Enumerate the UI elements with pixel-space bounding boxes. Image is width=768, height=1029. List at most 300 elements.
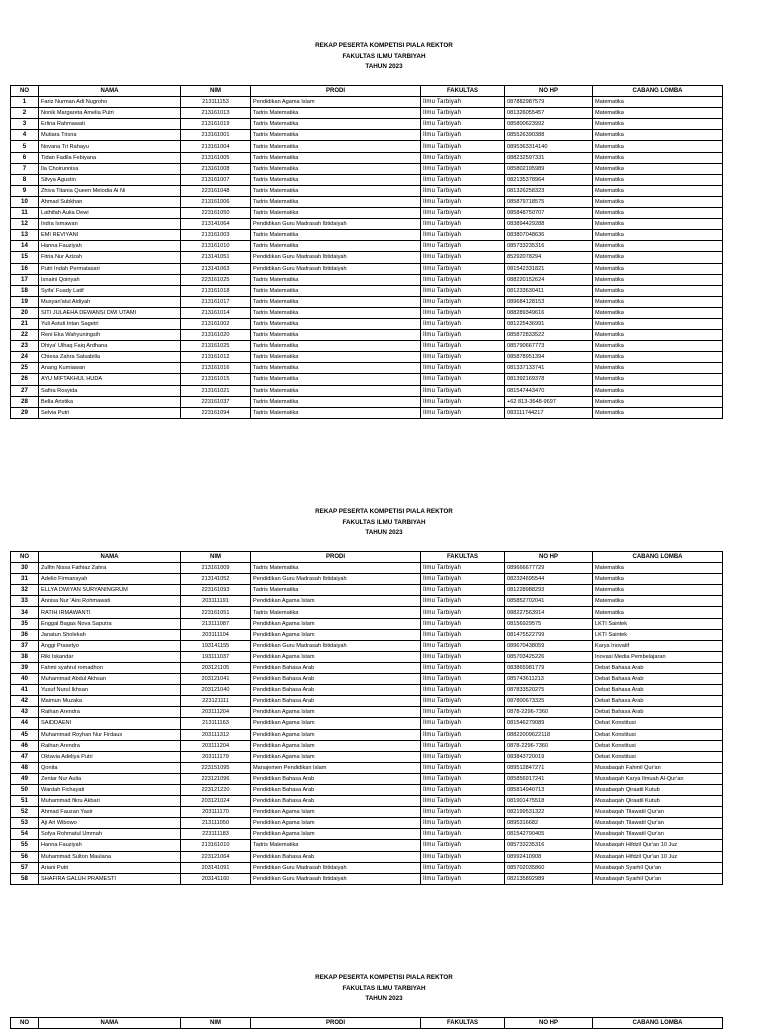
cell-prodi: Tadris Matematika [251, 385, 421, 396]
cell-prodi: Tadris Matematika [251, 130, 421, 141]
header-fakultas: FAKULTAS [421, 86, 505, 97]
cell-nama: Wardah Fichayati [39, 784, 181, 795]
cell-prodi: Tadris Matematika [251, 407, 421, 418]
table-row [11, 108, 723, 119]
cell-nama: Ila Choirunnisa [39, 163, 181, 174]
cell-nim: 223161048 [181, 185, 251, 196]
cell-no-hp: 085852702041 [505, 596, 593, 607]
table-row [11, 740, 723, 751]
title-line-3: TAHUN 2023 [365, 63, 403, 70]
cell-nim: 213161002 [181, 318, 251, 329]
cell-nim: 203121024 [181, 796, 251, 807]
cell-prodi: Pendidikan Bahasa Arab [251, 685, 421, 696]
cell-cabang-lomba: Debat Bahasa Arab [593, 662, 723, 673]
cell-no: 36 [11, 629, 39, 640]
table-row [11, 185, 723, 196]
cell-no-hp: 085872833522 [505, 330, 593, 341]
cell-fakultas: Ilmu Tarbiyah [421, 196, 505, 207]
cell-no: 12 [11, 219, 39, 230]
cell-nim: 213141064 [181, 219, 251, 230]
cell-no: 56 [11, 851, 39, 862]
cell-no: 37 [11, 640, 39, 651]
cell-no-hp: 085856917241 [505, 773, 593, 784]
cell-no-hp: 089512847271 [505, 762, 593, 773]
cell-no: 6 [11, 152, 39, 163]
cell-no: 26 [11, 374, 39, 385]
cell-nim: 213161019 [181, 119, 251, 130]
cell-no-hp: 081542790405 [505, 829, 593, 840]
cell-fakultas: Ilmu Tarbiyah [421, 596, 505, 607]
table-row [11, 862, 723, 873]
cell-cabang-lomba: Inovasi Media Pembelajaran [593, 651, 723, 662]
cell-no: 21 [11, 318, 39, 329]
cell-nama: Mutiara Trisna [39, 130, 181, 141]
cell-nim: 203111204 [181, 740, 251, 751]
participants-table-2 [10, 551, 723, 885]
cell-fakultas: Ilmu Tarbiyah [421, 784, 505, 795]
cell-nama: Hanna Fauziyah [39, 241, 181, 252]
cell-prodi: Pendidikan Guru Madrasah Ibtidaiyah [251, 219, 421, 230]
cell-no: 46 [11, 740, 39, 751]
cell-cabang-lomba: Matematika [593, 163, 723, 174]
cell-nim: 213161003 [181, 230, 251, 241]
cell-nama: Musyari'atul Aidiyah [39, 296, 181, 307]
cell-nim: 213161013 [181, 108, 251, 119]
table-row [11, 141, 723, 152]
cell-no-hp: 083865981779 [505, 662, 593, 673]
cell-cabang-lomba: Matematika [593, 307, 723, 318]
table-row [11, 685, 723, 696]
cell-prodi: Tadris Matematika [251, 363, 421, 374]
cell-nim: 203111179 [181, 751, 251, 762]
cell-cabang-lomba: Matematika [593, 141, 723, 152]
cell-no: 50 [11, 784, 39, 795]
cell-prodi: Pendidikan Agama Islam [251, 818, 421, 829]
table-row [11, 385, 723, 396]
cell-no-hp: 85292078294 [505, 252, 593, 263]
cell-prodi: Pendidikan Agama Islam [251, 618, 421, 629]
cell-prodi: Tadris Matematika [251, 196, 421, 207]
table-header-row [11, 552, 723, 563]
cell-no-hp: 08822009622118 [505, 729, 593, 740]
table-row [11, 651, 723, 662]
cell-no-hp: 085526390388 [505, 130, 593, 141]
header-prodi: PRODI [251, 552, 421, 563]
table-row [11, 729, 723, 740]
cell-nama: Enggal Bagas Nova Saputra [39, 618, 181, 629]
cell-no-hp: 087833520275 [505, 685, 593, 696]
cell-nim: 203111104 [181, 629, 251, 640]
cell-nama: Anang Kurniawan [39, 363, 181, 374]
cell-prodi: Tadris Matematika [251, 352, 421, 363]
cell-nim: 193141155 [181, 640, 251, 651]
cell-no-hp: 085790667773 [505, 341, 593, 352]
cell-cabang-lomba: Matematika [593, 97, 723, 108]
cell-nim: 203111191 [181, 596, 251, 607]
cell-nama: SITI JULAEHA DEWANSI DWI UTAMI [39, 307, 181, 318]
cell-nama: Muhammad Sulton Maulana [39, 851, 181, 862]
cell-no-hp: 083807048636 [505, 230, 593, 241]
cell-nim: 213111163 [181, 718, 251, 729]
cell-prodi: Tadris Matematika [251, 840, 421, 851]
cell-no: 19 [11, 296, 39, 307]
cell-no: 30 [11, 563, 39, 574]
cell-cabang-lomba: Musabaqah Hifdzil Qur'an 10 Juz [593, 851, 723, 862]
table-row [11, 696, 723, 707]
cell-no: 42 [11, 696, 39, 707]
cell-no-hp: 081901475518 [505, 796, 593, 807]
cell-cabang-lomba: Musabaqah Fahmil Qur'an [593, 762, 723, 773]
cell-prodi: Tadris Matematika [251, 185, 421, 196]
cell-nim: 213161012 [181, 352, 251, 363]
cell-nama: Yuli Astuti Intan Sagetri [39, 318, 181, 329]
cell-nama: Annisa Nur 'Aini Rohmawati [39, 596, 181, 607]
table-row [11, 330, 723, 341]
cell-fakultas: Ilmu Tarbiyah [421, 629, 505, 640]
cell-cabang-lomba: Matematika [593, 285, 723, 296]
cell-no: 10 [11, 196, 39, 207]
cell-fakultas: Ilmu Tarbiyah [421, 363, 505, 374]
cell-fakultas: Ilmu Tarbiyah [421, 263, 505, 274]
title-line-2: FAKULTAS ILMU TARBIYAH [342, 52, 426, 60]
cell-nama: Fahmi syahrul romadhon [39, 662, 181, 673]
cell-prodi: Tadris Matematika [251, 285, 421, 296]
cell-no-hp: 083843720019 [505, 751, 593, 762]
cell-nama: Raihan Arendra [39, 707, 181, 718]
title-line-3: TAHUN 2023 [365, 995, 403, 1002]
cell-fakultas: Ilmu Tarbiyah [421, 396, 505, 407]
cell-cabang-lomba: Matematika [593, 330, 723, 341]
cell-fakultas: Ilmu Tarbiyah [421, 585, 505, 596]
cell-prodi: Pendidikan Bahasa Arab [251, 796, 421, 807]
cell-nama: Hanna Fauziyah [39, 840, 181, 851]
cell-no: 49 [11, 773, 39, 784]
cell-fakultas: Ilmu Tarbiyah [421, 119, 505, 130]
cell-cabang-lomba: Musabaqah Hifdzil Qur'an 10 Juz [593, 840, 723, 851]
header-nim: NIM [181, 86, 251, 97]
cell-cabang-lomba: Matematika [593, 185, 723, 196]
cell-no-hp: 08992410908 [505, 851, 593, 862]
cell-no: 9 [11, 185, 39, 196]
cell-nim: 223121096 [181, 773, 251, 784]
header-prodi: PRODI [251, 1018, 421, 1029]
cell-nama: Oktavia Adeliya Putri [39, 751, 181, 762]
header-fakultas: FAKULTAS [421, 552, 505, 563]
cell-no-hp: 085702035860 [505, 862, 593, 873]
cell-fakultas: Ilmu Tarbiyah [421, 274, 505, 285]
cell-no-hp: 082324695544 [505, 574, 593, 585]
cell-cabang-lomba: Matematika [593, 563, 723, 574]
cell-no-hp: 088220152624 [505, 274, 593, 285]
cell-no: 55 [11, 840, 39, 851]
cell-cabang-lomba: Matematika [593, 607, 723, 618]
cell-no-hp: 089684128153 [505, 296, 593, 307]
cell-fakultas: Ilmu Tarbiyah [421, 130, 505, 141]
cell-no-hp: 081326258323 [505, 185, 593, 196]
cell-fakultas: Ilmu Tarbiyah [421, 108, 505, 119]
cell-prodi: Tadris Matematika [251, 152, 421, 163]
cell-fakultas: Ilmu Tarbiyah [421, 252, 505, 263]
cell-cabang-lomba: Matematika [593, 318, 723, 329]
cell-cabang-lomba: Musabaqah Qiraatil Kutub [593, 784, 723, 795]
cell-nama: Muhammad fikru Akbari [39, 796, 181, 807]
cell-fakultas: Ilmu Tarbiyah [421, 751, 505, 762]
cell-nim: 213111153 [181, 97, 251, 108]
participants-table-1 [10, 85, 723, 419]
table-row [11, 585, 723, 596]
cell-no-hp: 0895363314140 [505, 141, 593, 152]
cell-fakultas: Ilmu Tarbiyah [421, 762, 505, 773]
cell-prodi: Tadris Matematika [251, 230, 421, 241]
table-row [11, 674, 723, 685]
table-row [11, 318, 723, 329]
cell-nama: Chiesa Zahra Salsabilla [39, 352, 181, 363]
cell-no: 14 [11, 241, 39, 252]
table-row [11, 873, 723, 884]
cell-cabang-lomba: Matematika [593, 108, 723, 119]
cell-no: 57 [11, 862, 39, 873]
cell-prodi: Pendidikan Guru Madrasah Ibtidaiyah [251, 263, 421, 274]
cell-nim: 213161007 [181, 174, 251, 185]
cell-nama: Riki Iskandar [39, 651, 181, 662]
cell-nama: SHAFIRA GALUH PRAMESTI [39, 873, 181, 884]
cell-nim: 213161001 [181, 130, 251, 141]
cell-nama: Raihan Arendra [39, 740, 181, 751]
cell-nim: 203121040 [181, 685, 251, 696]
cell-nim: 213161006 [181, 196, 251, 207]
cell-fakultas: Ilmu Tarbiyah [421, 208, 505, 219]
cell-prodi: Pendidikan Agama Islam [251, 651, 421, 662]
cell-nim: 213161004 [181, 141, 251, 152]
cell-prodi: Tadris Matematika [251, 296, 421, 307]
cell-fakultas: Ilmu Tarbiyah [421, 729, 505, 740]
cell-cabang-lomba: Matematika [593, 130, 723, 141]
cell-nama: Safira Rosyida [39, 385, 181, 396]
cell-no-hp: 081233630411 [505, 285, 593, 296]
cell-no: 5 [11, 141, 39, 152]
cell-cabang-lomba: Musabaqah Syarhil Qur'an [593, 873, 723, 884]
header-fakultas: FAKULTAS [421, 1018, 505, 1029]
cell-fakultas: Ilmu Tarbiyah [421, 341, 505, 352]
cell-nama: Anggi Prasetyo [39, 640, 181, 651]
cell-prodi: Pendidikan Bahasa Arab [251, 696, 421, 707]
cell-nim: 223121111 [181, 696, 251, 707]
cell-no-hp: 089666677729 [505, 563, 593, 574]
cell-no: 16 [11, 263, 39, 274]
table-header-row [11, 86, 723, 97]
cell-nama: Lathifah Aulia Dewi [39, 208, 181, 219]
cell-no-hp: 085848750707 [505, 208, 593, 219]
table-row [11, 840, 723, 851]
cell-fakultas: Ilmu Tarbiyah [421, 840, 505, 851]
cell-fakultas: Ilmu Tarbiyah [421, 141, 505, 152]
cell-fakultas: Ilmu Tarbiyah [421, 662, 505, 673]
cell-cabang-lomba: Matematika [593, 152, 723, 163]
table-row [11, 773, 723, 784]
header-no-hp: NO HP [505, 1018, 593, 1029]
cell-cabang-lomba: Musabaqah Karya Ilmuah Al-Qur'an [593, 773, 723, 784]
cell-nim: 223121220 [181, 784, 251, 795]
cell-fakultas: Ilmu Tarbiyah [421, 574, 505, 585]
cell-prodi: Pendidikan Guru Madrasah Ibtidaiyah [251, 640, 421, 651]
cell-no-hp: 081225436991 [505, 318, 593, 329]
table-row [11, 174, 723, 185]
cell-cabang-lomba: Matematika [593, 119, 723, 130]
cell-fakultas: Ilmu Tarbiyah [421, 296, 505, 307]
cell-cabang-lomba: Matematika [593, 208, 723, 219]
table-row [11, 341, 723, 352]
cell-no: 53 [11, 818, 39, 829]
cell-no-hp: 081546279089 [505, 718, 593, 729]
cell-no: 38 [11, 651, 39, 662]
cell-cabang-lomba: Debat Bahasa Arab [593, 685, 723, 696]
cell-prodi: Tadris Matematika [251, 163, 421, 174]
cell-cabang-lomba: Musabaqah Syarhil Qur'an [593, 862, 723, 873]
cell-cabang-lomba: Debat Bahasa Arab [593, 696, 723, 707]
table-row [11, 363, 723, 374]
cell-no: 4 [11, 130, 39, 141]
cell-cabang-lomba: Debat Bahasa Arab [593, 674, 723, 685]
table-row [11, 252, 723, 263]
cell-prodi: Tadris Matematika [251, 330, 421, 341]
cell-prodi: Pendidikan Agama Islam [251, 807, 421, 818]
table-row [11, 818, 723, 829]
cell-no: 41 [11, 685, 39, 696]
cell-prodi: Tadris Matematika [251, 274, 421, 285]
cell-no-hp: 085733235316 [505, 241, 593, 252]
cell-prodi: Pendidikan Agama Islam [251, 596, 421, 607]
cell-nim: 203111204 [181, 707, 251, 718]
cell-nama: Bella Aristika [39, 396, 181, 407]
cell-no-hp: 081326055457 [505, 108, 593, 119]
cell-nama: SAIDDAENI [39, 718, 181, 729]
cell-prodi: Tadris Matematika [251, 318, 421, 329]
cell-prodi: Pendidikan Bahasa Arab [251, 851, 421, 862]
cell-fakultas: Ilmu Tarbiyah [421, 385, 505, 396]
cell-no-hp: 082199531322 [505, 807, 593, 818]
table-row [11, 208, 723, 219]
cell-nim: 203111312 [181, 729, 251, 740]
cell-prodi: Tadris Matematika [251, 307, 421, 318]
cell-no: 47 [11, 751, 39, 762]
cell-no: 51 [11, 796, 39, 807]
cell-no-hp: +62 813-3648-9697 [505, 396, 593, 407]
cell-nama: Indra Ismawan [39, 219, 181, 230]
cell-no-hp: 081547443470 [505, 385, 593, 396]
cell-no: 43 [11, 707, 39, 718]
cell-nama: Fitria Nur Azizah [39, 252, 181, 263]
cell-prodi: Pendidikan Agama Islam [251, 707, 421, 718]
cell-no-hp: 081228988293 [505, 585, 593, 596]
cell-cabang-lomba: Debat Konstitusi [593, 729, 723, 740]
cell-prodi: Pendidikan Guru Madrasah Ibtidaiyah [251, 574, 421, 585]
cell-fakultas: Ilmu Tarbiyah [421, 174, 505, 185]
cell-no: 29 [11, 407, 39, 418]
cell-fakultas: Ilmu Tarbiyah [421, 773, 505, 784]
cell-nim: 203121041 [181, 674, 251, 685]
cell-fakultas: Ilmu Tarbiyah [421, 618, 505, 629]
cell-nama: Fariz Nurman Adi Nugroho [39, 97, 181, 108]
table-row [11, 563, 723, 574]
cell-nama: ELLYA DWIYAN SURYANINGRUM [39, 585, 181, 596]
document-title [0, 973, 768, 1005]
cell-prodi: Tadris Matematika [251, 119, 421, 130]
header-no-hp: NO HP [505, 86, 593, 97]
cell-no: 17 [11, 274, 39, 285]
cell-prodi: Pendidikan Guru Madrasah Ibtidaiyah [251, 862, 421, 873]
cell-fakultas: Ilmu Tarbiyah [421, 718, 505, 729]
cell-nama: Sofya Rohmatul Ummah [39, 829, 181, 840]
cell-no: 34 [11, 607, 39, 618]
cell-no: 40 [11, 674, 39, 685]
table-row [11, 784, 723, 795]
cell-cabang-lomba: Matematika [593, 585, 723, 596]
table-header-row [11, 1018, 723, 1029]
cell-nama: Ahmad Subkhan [39, 196, 181, 207]
cell-no: 22 [11, 330, 39, 341]
cell-nim: 213161021 [181, 385, 251, 396]
cell-no-hp: 081542331821 [505, 263, 593, 274]
cell-cabang-lomba: Matematika [593, 219, 723, 230]
cell-nim: 223161037 [181, 396, 251, 407]
cell-no: 39 [11, 662, 39, 673]
cell-fakultas: Ilmu Tarbiyah [421, 97, 505, 108]
cell-fakultas: Ilmu Tarbiyah [421, 829, 505, 840]
cell-cabang-lomba: Matematika [593, 574, 723, 585]
cell-prodi: Pendidikan Agama Islam [251, 718, 421, 729]
cell-prodi: Tadris Matematika [251, 607, 421, 618]
cell-no-hp: 0895316682 [505, 818, 593, 829]
cell-no-hp: 087800673325 [505, 696, 593, 707]
table-row [11, 396, 723, 407]
cell-nim: 223161051 [181, 607, 251, 618]
cell-fakultas: Ilmu Tarbiyah [421, 862, 505, 873]
cell-cabang-lomba: Matematika [593, 296, 723, 307]
cell-fakultas: Ilmu Tarbiyah [421, 163, 505, 174]
cell-no: 28 [11, 396, 39, 407]
cell-no-hp: 089670438059 [505, 640, 593, 651]
cell-prodi: Tadris Matematika [251, 563, 421, 574]
cell-prodi: Pendidikan Agama Islam [251, 829, 421, 840]
cell-prodi: Pendidikan Bahasa Arab [251, 773, 421, 784]
table-row [11, 662, 723, 673]
cell-fakultas: Ilmu Tarbiyah [421, 696, 505, 707]
cell-no-hp: 081337133741 [505, 363, 593, 374]
cell-cabang-lomba: Matematika [593, 363, 723, 374]
table-row [11, 596, 723, 607]
cell-fakultas: Ilmu Tarbiyah [421, 740, 505, 751]
cell-nim: 213141063 [181, 263, 251, 274]
cell-fakultas: Ilmu Tarbiyah [421, 707, 505, 718]
cell-fakultas: Ilmu Tarbiyah [421, 818, 505, 829]
cell-cabang-lomba: Musabaqah Tilawatil Qur'an [593, 829, 723, 840]
cell-fakultas: Ilmu Tarbiyah [421, 185, 505, 196]
cell-prodi: Tadris Matematika [251, 585, 421, 596]
table-row [11, 407, 723, 418]
cell-no: 32 [11, 585, 39, 596]
cell-nim: 223121064 [181, 851, 251, 862]
cell-no: 31 [11, 574, 39, 585]
cell-nama: Ahmad Fauzan Yasir [39, 807, 181, 818]
cell-no: 8 [11, 174, 39, 185]
cell-fakultas: Ilmu Tarbiyah [421, 307, 505, 318]
table-row [11, 241, 723, 252]
cell-cabang-lomba: Debat Konstitusi [593, 718, 723, 729]
cell-cabang-lomba: Matematika [593, 196, 723, 207]
cell-no: 27 [11, 385, 39, 396]
cell-fakultas: Ilmu Tarbiyah [421, 152, 505, 163]
cell-nim: 203121105 [181, 662, 251, 673]
